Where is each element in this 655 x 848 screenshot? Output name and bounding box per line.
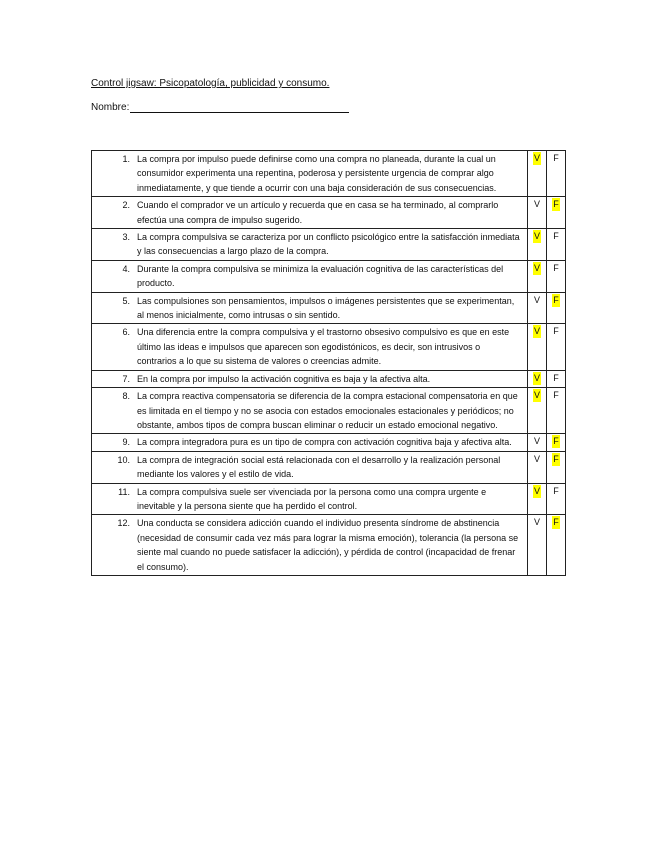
true-option-cell[interactable]	[528, 388, 547, 434]
question-item	[92, 516, 521, 574]
question-cell	[92, 292, 528, 324]
true-option[interactable]: V	[533, 153, 540, 163]
true-option[interactable]: V	[533, 326, 540, 337]
true-false-table	[91, 150, 566, 576]
false-option-cell[interactable]	[547, 151, 566, 197]
false-option-cell[interactable]	[547, 370, 566, 387]
question-text: La compra compulsiva se caracteriza por un conflicto psicológico entre la satisfacción inmediata y las consecuencias a largo plazo de la compra.	[137, 232, 520, 257]
question-cell	[92, 388, 528, 434]
question-item	[92, 389, 521, 432]
false-option[interactable]: F	[553, 485, 559, 496]
question-cell	[92, 434, 528, 451]
question-cell	[92, 515, 528, 576]
question-row	[92, 515, 566, 576]
question-text: Una diferencia entre la compra compulsiva y el trastorno obsesivo compulsivo es que en este último las ideas e impulsos que aparecen son egodistónicos, es decir, son intrusivos o contrarios a lo que su sistema de valores o creencias admite.	[137, 327, 510, 367]
question-number: 11.	[118, 486, 130, 497]
false-option-cell[interactable]	[547, 292, 566, 324]
question-text: La compra por impulso puede definirse como una compra no planeada, durante la cual un consumidor experimenta una repentina, poderosa y persistente urgencia de comprar algo inmediatamente, y que tiende a ocurrir con una baja consideración de sus consecuencias.	[137, 154, 497, 193]
false-option-cell[interactable]	[547, 260, 566, 292]
question-cell	[92, 451, 528, 483]
true-option[interactable]: V	[533, 517, 540, 528]
question-text: La compra compulsiva suele ser vivenciada por la persona como una compra urgente e inevitable y la persona siente que ha perdido el control.	[137, 486, 487, 511]
false-option[interactable]: F	[553, 231, 559, 242]
true-option[interactable]: V	[533, 262, 540, 273]
question-row	[92, 197, 566, 229]
question-cell	[92, 370, 528, 387]
false-option[interactable]: F	[553, 262, 559, 273]
true-option-cell[interactable]	[528, 515, 547, 576]
question-cell	[92, 260, 528, 292]
question-number: 7.	[122, 373, 130, 384]
true-option[interactable]: V	[533, 390, 540, 401]
false-option-cell[interactable]	[547, 388, 566, 434]
false-option[interactable]: F	[553, 453, 559, 464]
false-option[interactable]: F	[553, 153, 559, 163]
question-number: 6.	[122, 327, 130, 338]
question-row	[92, 292, 566, 324]
true-option[interactable]: V	[533, 453, 540, 464]
question-text: Una conducta se considera adicción cuando el individuo presenta síndrome de abstinencia (necesidad de consumir cada vez más para lograr la misma emoción), tolerancia (la persona se siente mal cuando no puede satisfacer la adicción), y pérdida de control (incapacidad de frenar el consumo).	[137, 518, 519, 572]
true-option-cell[interactable]	[528, 229, 547, 261]
question-item	[92, 294, 521, 323]
question-number: 9.	[122, 437, 130, 448]
true-false-table-body	[92, 151, 566, 576]
question-row	[92, 451, 566, 483]
true-option-cell[interactable]	[528, 197, 547, 229]
question-item	[92, 453, 521, 482]
false-option-cell[interactable]	[547, 324, 566, 370]
true-option-cell[interactable]	[528, 483, 547, 515]
question-item	[92, 152, 521, 195]
question-cell	[92, 197, 528, 229]
true-option-cell[interactable]	[528, 260, 547, 292]
question-text: La compra reactiva compensatoria se diferencia de la compra estacional compensatoria en que es limitada en el tiempo y no se asocia con estados emocionales estacionales y periódicos; no obstante, ambos tipos de compra buscan eliminar o reducir un estado emocional negativo.	[137, 391, 518, 430]
false-option-cell[interactable]	[547, 229, 566, 261]
false-option[interactable]: F	[553, 199, 559, 210]
question-number: 12.	[117, 518, 130, 529]
question-row	[92, 229, 566, 261]
question-text: La compra de integración social está relacionada con el desarrollo y la realización personal mediante los valores y el estilo de vida.	[137, 454, 501, 480]
true-option[interactable]: V	[533, 199, 540, 210]
false-option[interactable]: F	[553, 517, 559, 528]
question-item	[92, 485, 521, 514]
question-cell	[92, 151, 528, 197]
question-item	[92, 372, 521, 386]
name-field-row	[91, 101, 349, 113]
question-number: 4.	[122, 263, 130, 274]
false-option[interactable]: F	[553, 372, 559, 383]
false-option[interactable]: F	[553, 294, 559, 305]
false-option-cell[interactable]	[547, 434, 566, 451]
question-item	[92, 325, 521, 368]
question-item	[92, 262, 521, 291]
true-option-cell[interactable]	[528, 151, 547, 197]
question-item	[92, 198, 521, 227]
true-option-cell[interactable]	[528, 451, 547, 483]
question-number: 10.	[117, 454, 130, 465]
question-row	[92, 260, 566, 292]
true-option-cell[interactable]	[528, 324, 547, 370]
question-text: La compra integradora pura es un tipo de compra con activación cognitiva baja y afectiva alta.	[137, 437, 512, 448]
question-text: Las compulsiones son pensamientos, impulsos o imágenes persistentes que se experimentan, al menos inicialmente, como intrusas o sin sentido.	[137, 295, 515, 321]
question-item	[92, 230, 521, 259]
question-number: 1.	[122, 154, 130, 164]
true-option-cell[interactable]	[528, 370, 547, 387]
false-option-cell[interactable]	[547, 483, 566, 515]
question-number: 8.	[122, 391, 130, 402]
false-option-cell[interactable]	[547, 197, 566, 229]
false-option[interactable]: F	[553, 436, 559, 447]
question-row	[92, 370, 566, 387]
name-label: Nombre:	[91, 102, 130, 113]
true-option-cell[interactable]	[528, 292, 547, 324]
question-number: 3.	[122, 232, 130, 243]
question-text: En la compra por impulso la activación cognitiva es baja y la afectiva alta.	[137, 373, 431, 384]
question-row	[92, 434, 566, 451]
name-blank-line	[130, 101, 349, 113]
true-option-cell[interactable]	[528, 434, 547, 451]
true-option[interactable]: V	[533, 294, 540, 305]
false-option[interactable]: F	[553, 390, 559, 401]
question-cell	[92, 483, 528, 515]
question-row	[92, 483, 566, 515]
question-row	[92, 324, 566, 370]
question-cell	[92, 324, 528, 370]
question-number: 5.	[122, 295, 130, 306]
question-cell	[92, 229, 528, 261]
question-number: 2.	[122, 200, 130, 211]
false-option-cell[interactable]	[547, 515, 566, 576]
question-row	[92, 388, 566, 434]
document-title: Control jigsaw: Psicopatología, publicidad y consumo.	[91, 78, 330, 89]
true-option[interactable]: V	[533, 485, 540, 496]
false-option-cell[interactable]	[547, 451, 566, 483]
true-option[interactable]: V	[533, 436, 540, 447]
question-text: Cuando el comprador ve un artículo y recuerda que en casa se ha terminado, al comprarlo efectúa una compra de impulso sugerido.	[137, 200, 499, 225]
question-row	[92, 151, 566, 197]
question-text: Durante la compra compulsiva se minimiza la evaluación cognitiva de las características del producto.	[137, 263, 504, 289]
true-option[interactable]: V	[533, 372, 540, 383]
true-option[interactable]: V	[533, 231, 540, 242]
question-item	[92, 435, 521, 449]
false-option[interactable]: F	[553, 326, 559, 337]
